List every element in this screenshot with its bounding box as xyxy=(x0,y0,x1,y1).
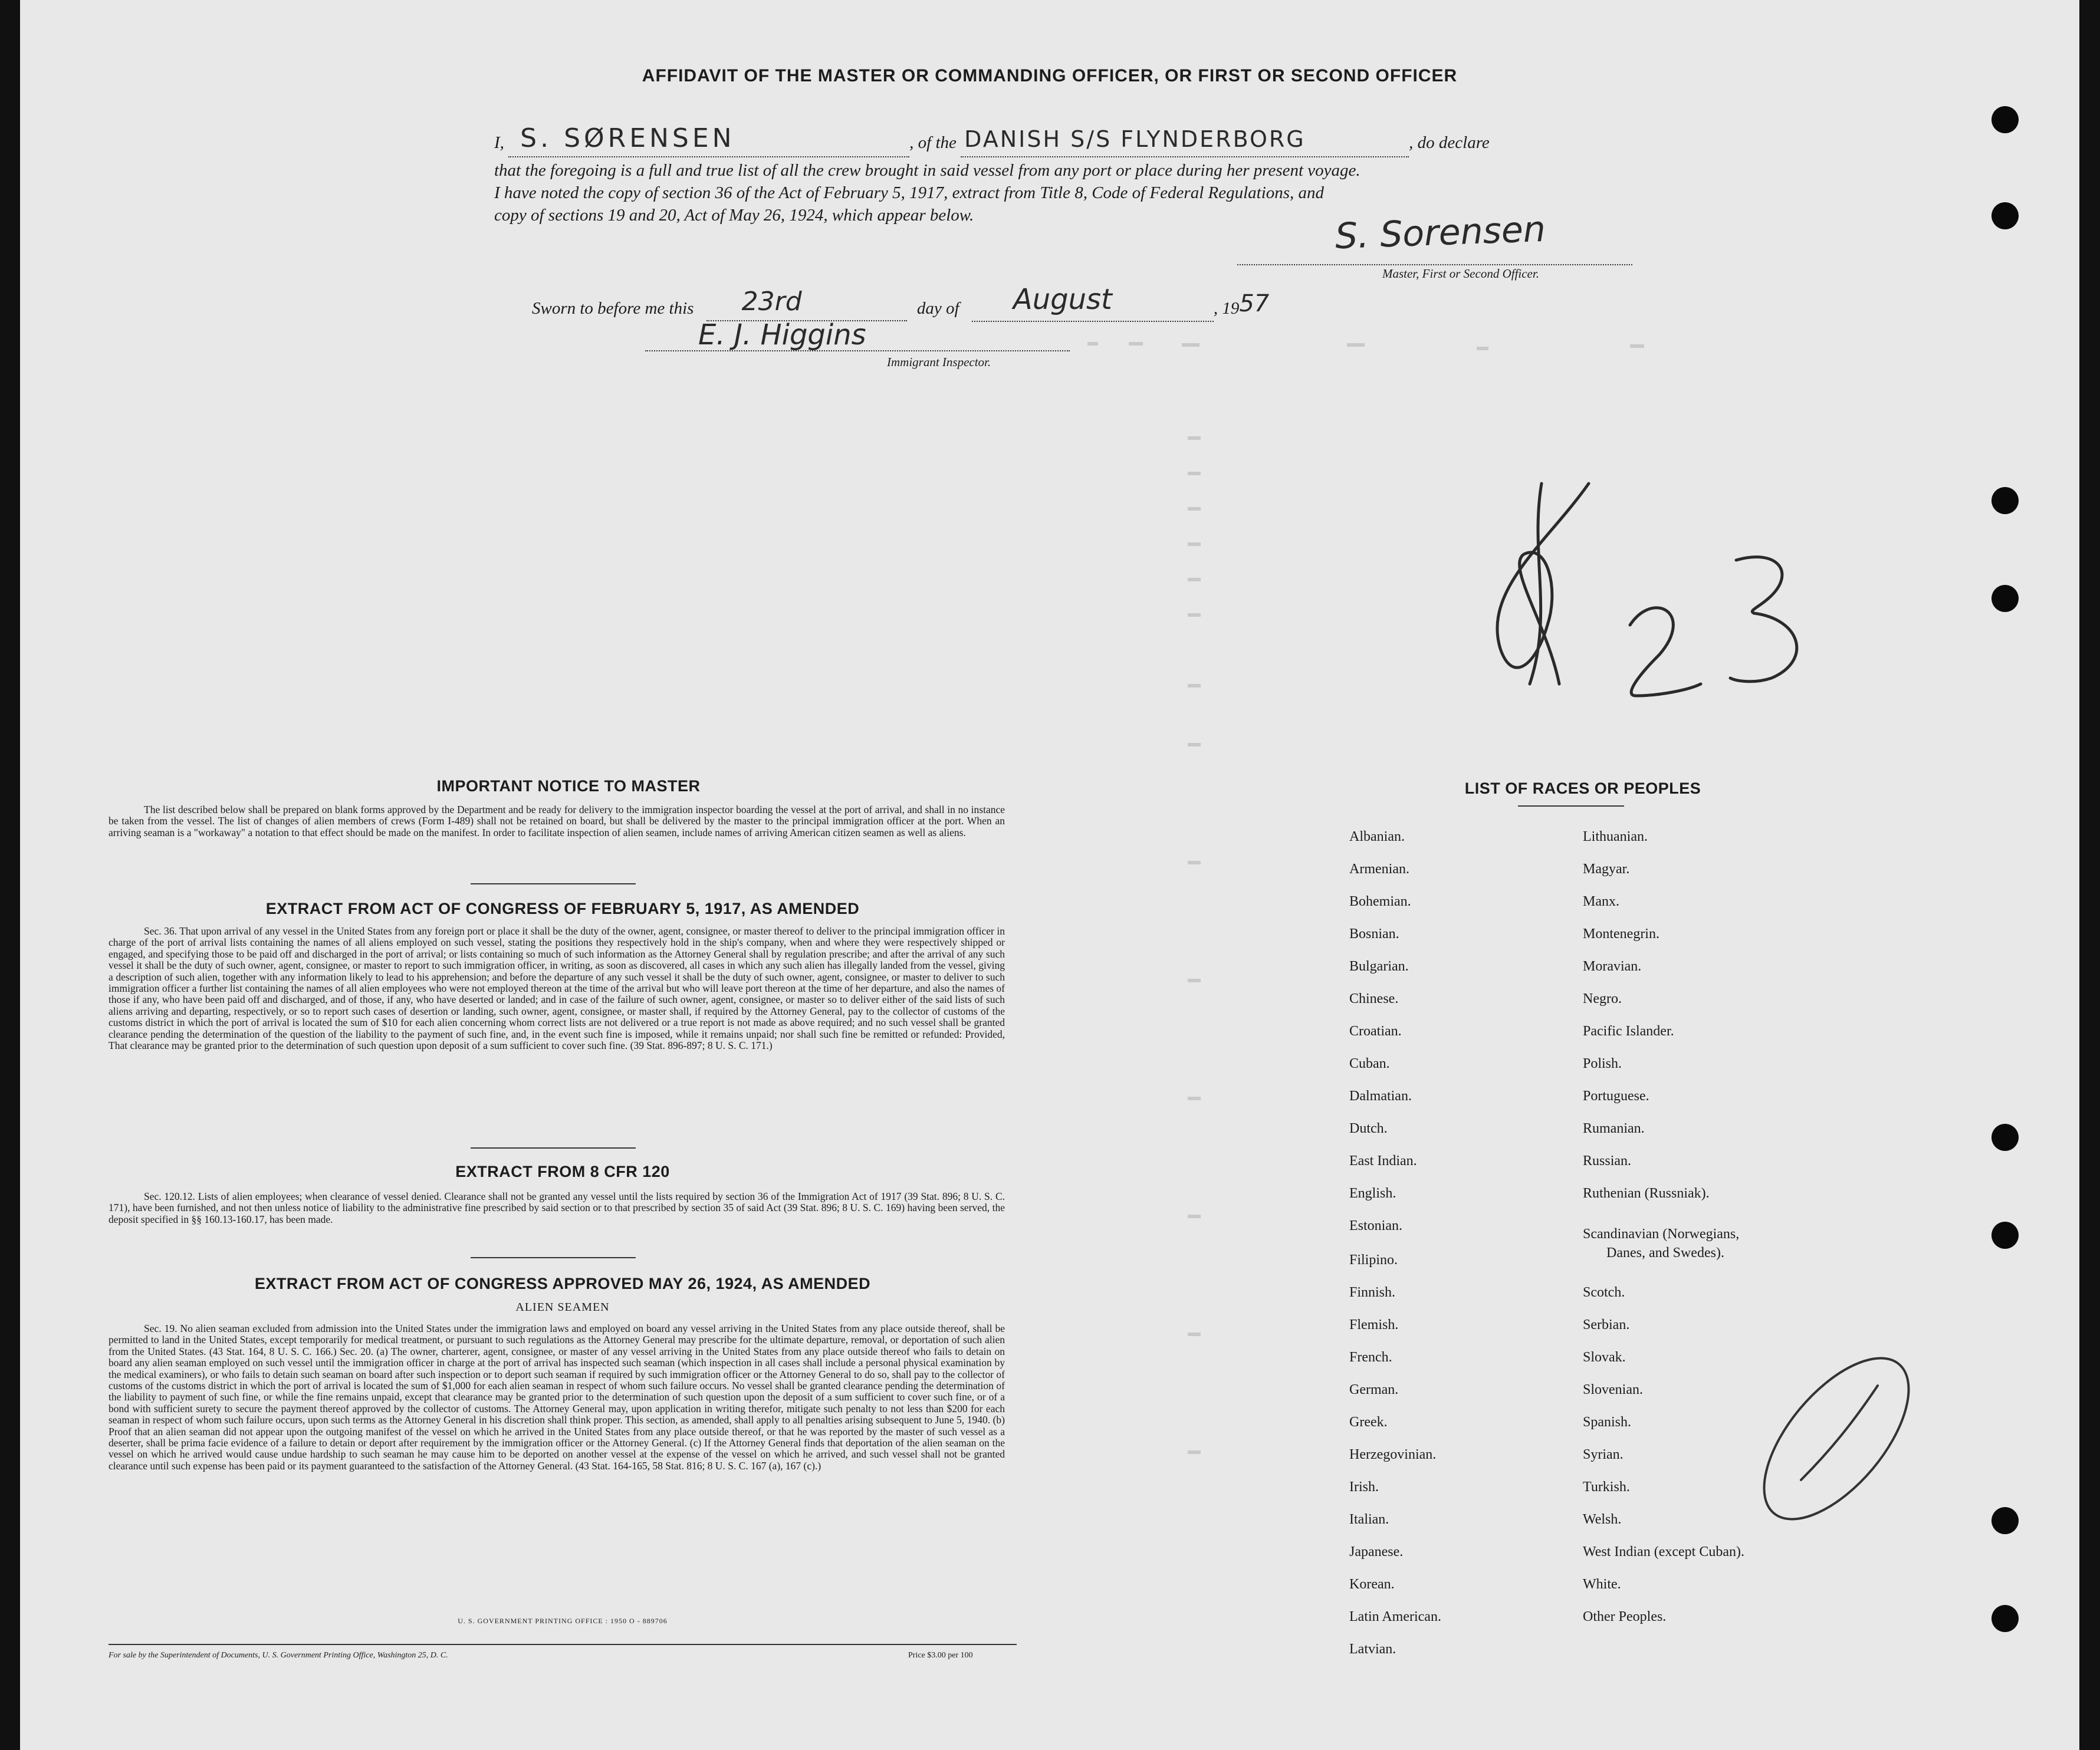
race-item: Slovak. xyxy=(1583,1350,1626,1365)
race-item: Scandinavian (Norwegians, xyxy=(1583,1226,1740,1242)
vessel-name: DANISH S/S FLYNDERBORG xyxy=(964,126,1306,152)
race-item: Japanese. xyxy=(1349,1544,1404,1560)
extract-1917-heading: EXTRACT FROM ACT OF CONGRESS OF FEBRUARY 5, 1917, AS AMENDED xyxy=(265,900,860,917)
race-item: West Indian (except Cuban). xyxy=(1583,1544,1744,1560)
vessel-field xyxy=(961,126,1409,157)
race-item: Slovenian. xyxy=(1583,1382,1643,1397)
race-item: Serbian. xyxy=(1583,1317,1630,1333)
race-item: Herzegovinian. xyxy=(1349,1447,1437,1462)
sworn-month: August xyxy=(1013,283,1112,316)
race-item: Finnish. xyxy=(1349,1285,1396,1300)
declaration-line-3: I have noted the copy of section 36 of the Act of February 5, 1917, extract from Title 8, Code of Federal Regulations, and xyxy=(494,183,1325,202)
sworn-line xyxy=(532,283,1270,322)
race-item: Flemish. xyxy=(1349,1317,1399,1333)
race-item: Filipino. xyxy=(1349,1252,1398,1268)
day-of-text: day of xyxy=(916,299,959,318)
sworn-day-field xyxy=(706,287,907,321)
race-item: Other Peoples. xyxy=(1583,1609,1667,1624)
pronoun: I, xyxy=(494,133,504,152)
race-item: Moravian. xyxy=(1583,959,1642,974)
master-name: S. SØRENSEN xyxy=(520,123,735,153)
punch-hole xyxy=(1991,1507,2019,1534)
footer-rule xyxy=(109,1644,1017,1645)
race-item: Bosnian. xyxy=(1349,926,1399,942)
race-item: Scotch. xyxy=(1583,1285,1625,1300)
inspector-label: Immigrant Inspector. xyxy=(887,355,991,369)
race-item: Negro. xyxy=(1583,991,1622,1006)
race-item: Pacific Islander. xyxy=(1583,1024,1674,1039)
race-item: Montenegrin. xyxy=(1583,926,1659,942)
extract-1924-subheading: ALIEN SEAMEN xyxy=(515,1301,610,1314)
race-item: Rumanian. xyxy=(1583,1121,1645,1136)
race-item: Welsh. xyxy=(1583,1512,1622,1527)
notice-body: The list described below shall be prepared on blank forms approved by the Department and be ready for delivery to the immigration inspector boarding the vessel at the port of arrival, and shall in no instance be taken from the vessel. The list of changes of alien members of crews (Form I-489) shall not be retained on board, but shall be delivered by the master to the principal immigration officer at the port. When an arriving seaman is a "workaway" a notation to that effect should be made on the manifest. In order to facilitate inspection of alien seamen, include names of arriving American citizen seamen as well as aliens. xyxy=(109,804,1005,838)
race-item: Dutch. xyxy=(1349,1121,1388,1136)
race-item: East Indian. xyxy=(1349,1153,1417,1169)
race-item: Ruthenian (Russniak). xyxy=(1583,1186,1710,1201)
race-item: Portuguese. xyxy=(1583,1088,1649,1104)
year-suffix: 57 xyxy=(1239,290,1270,317)
race-item: Latin American. xyxy=(1349,1609,1441,1624)
extract-1924-heading: EXTRACT FROM ACT OF CONGRESS APPROVED MAY 26, 1924, AS AMENDED xyxy=(254,1275,871,1292)
handwritten-number-823 xyxy=(1459,472,1848,719)
race-item: Armenian. xyxy=(1349,861,1409,877)
punch-hole xyxy=(1991,106,2019,133)
handwritten-zero xyxy=(1730,1333,1943,1545)
declaration-line-2: that the foregoing is a full and true list of all the crew brought in said vessel from any port or place during her present voyage. xyxy=(494,161,1360,180)
race-item: Italian. xyxy=(1349,1512,1389,1527)
races-heading: LIST OF RACES OR PEOPLES xyxy=(1464,779,1701,797)
punch-hole xyxy=(1991,487,2019,514)
sworn-day: 23rd xyxy=(741,287,802,317)
year-prefix: , 19 xyxy=(1213,299,1240,318)
of-the-text: , of the xyxy=(909,133,957,152)
extract-1917-body: Sec. 36. That upon arrival of any vessel in the United States from any foreign port or place it shall be the duty of the owner, agent, consignee, or master thereof to deliver to the principal immigration officer in charge of the port of arrival lists containing the names of all aliens employed on such vessel, stating the positions they respectively hold in the ship's company, when and where they were respectively shipped or engaged, and specifying those to be paid off and discharged in the port of arrival; or lists containing so much of such information as the Attorney General shall by regulation prescribe; and after the arrival of any such vessel it shall be the duty of such owner, agent, consignee, or master to report to such immigration officer, in writing, as soon as discovered, all cases in which any such alien has illegally landed from the vessel, giving a description of such alien, together with any information likely to lead to his apprehension; and before the departure of any such vessel it shall be the duty of such owner, agent, consignee, or master to deliver to such immigration officer a further list containing the names of all alien employees who were not employed thereon at the time of the arrival but who will leave port thereon at the time of her departure, and also the names of those if any, who have been paid off and discharged, and of those, if any, who have deserted or landed; and in case of the failure of such owner, agent, consignee, or master so to deliver either of the said lists of such aliens arriving and departing, respectively, or so to report such cases of desertion or landing, such owner, agent, consignee, or master shall, if required by the Attorney General, pay to the collector of customs of the customs district in which the port of arrival is located the sum of $10 for each alien concerning whom correct lists are not delivered or a true report is not made as above required; and no such vessel shall be granted clearance pending the determination of the question of the liability to the payment of such fine, and, in the event such fine is imposed, while it remains unpaid; nor shall such fine be remitted or refunded: Provided, That clearance may be granted prior to the determination of such question upon deposit of a sum sufficient to cover such fine. (39 Stat. 896-897; 8 U. S. C. 171.) xyxy=(109,925,1005,1052)
races-divider xyxy=(1518,805,1624,807)
affidavit-page xyxy=(20,0,2079,1750)
punch-hole xyxy=(1991,1222,2019,1249)
race-item: Cuban. xyxy=(1349,1056,1390,1071)
declaration-line-4: copy of sections 19 and 20, Act of May 26, 1924, which appear below. xyxy=(494,206,974,225)
race-item: Chinese. xyxy=(1349,991,1399,1006)
master-signature: S. Sorensen xyxy=(1334,208,1546,258)
race-item: Spanish. xyxy=(1583,1415,1632,1430)
inspector-line xyxy=(645,350,1070,351)
extract-8cfr-heading: EXTRACT FROM 8 CFR 120 xyxy=(455,1163,670,1180)
race-item: Polish. xyxy=(1583,1056,1622,1071)
notice-heading: IMPORTANT NOTICE TO MASTER xyxy=(436,777,701,795)
race-item: Russian. xyxy=(1583,1153,1632,1169)
race-item: Lithuanian. xyxy=(1583,829,1648,844)
race-item: French. xyxy=(1349,1350,1392,1365)
divider xyxy=(471,1147,636,1149)
do-declare-text: , do declare xyxy=(1409,133,1490,152)
race-item: Estonian. xyxy=(1349,1218,1402,1233)
race-item: Syrian. xyxy=(1583,1447,1624,1462)
inspector-signature: E. J. Higgins xyxy=(698,318,866,351)
extract-8cfr-body: Sec. 120.12. Lists of alien employees; when clearance of vessel denied. Clearance shall not be granted any vessel until the lists required by section 36 of the Immigration Act of 1917 (39 Stat. 896; 8 U. S. C. 171), have been furnished, and not then unless notice of liability to the administrative fine prescribed by said section or to that prescribed by section 35 of said Act (39 Stat. 896; 8 U. S. C. 169) having been served, the deposit specified in §§ 160.13-160.17, has been made. xyxy=(109,1190,1005,1225)
divider xyxy=(471,1257,636,1258)
race-item: Magyar. xyxy=(1583,861,1630,877)
race-item: Croatian. xyxy=(1349,1024,1402,1039)
race-item: German. xyxy=(1349,1382,1399,1397)
race-item: Albanian. xyxy=(1349,829,1405,844)
affidavit-title: AFFIDAVIT OF THE MASTER OR COMMANDING OFFICER, OR FIRST OR SECOND OFFICER xyxy=(642,66,1458,85)
race-item: English. xyxy=(1349,1186,1396,1201)
race-item: Irish. xyxy=(1349,1479,1379,1495)
race-item: Manx. xyxy=(1583,894,1619,909)
printing-office-line: U. S. GOVERNMENT PRINTING OFFICE : 1950 O - 889706 xyxy=(458,1617,668,1625)
punch-hole xyxy=(1991,1605,2019,1632)
punch-hole xyxy=(1991,202,2019,229)
punch-hole xyxy=(1991,1124,2019,1151)
race-item: Bohemian. xyxy=(1349,894,1411,909)
race-item: Korean. xyxy=(1349,1577,1395,1592)
race-item: Latvian. xyxy=(1349,1642,1396,1657)
race-item: Danes, and Swedes). xyxy=(1606,1245,1724,1261)
declaration-line-1 xyxy=(494,123,1644,158)
race-item: Turkish. xyxy=(1583,1479,1630,1495)
divider xyxy=(471,883,636,884)
master-name-field xyxy=(508,123,909,157)
race-item: White. xyxy=(1583,1577,1621,1592)
footer-sale-note: For sale by the Superintendent of Documents, U. S. Government Printing Office, Washington 25, D. C. xyxy=(109,1651,448,1660)
race-item: Bulgarian. xyxy=(1349,959,1409,974)
sworn-prefix: Sworn to before me this xyxy=(532,299,694,318)
extract-1924-body: Sec. 19. No alien seaman excluded from admission into the United States under the immigration laws and employed on board any vessel arriving in the United States from any place outside thereof, shall be permitted to land in the United States, except temporarily for medical treatment, or pursuant to such regulations as the Attorney General may prescribe for the ultimate departure, removal, or deportation of such alien from the United States. (43 Stat. 164, 8 U. S. C. 166.) Sec. 20. (a) The owner, charterer, agent, consignee, or master of any vessel arriving in the United States from any place outside thereof who fails to detain on board any alien seaman employed on such vessel until the immigration officer in charge at the port of arrival has inspected such seaman (which inspection in all cases shall include a personal physical examination by the medical examiners), or who fails to detain such seaman on board after such inspection or to deport such seaman if required by such immigration officer or the Attorney General to do so, shall pay to the collector of customs of the customs district in which the port of arrival is located the sum of $1,000 for each alien seaman in respect of whom such failure occurs. No vessel shall be granted clearance pending the determination of the liability to payment of such fine, or while the fine remains unpaid, except that clearance may be granted prior to the determination of such question upon the deposit of a sum sufficient to cover such fine, or of a bond with sufficient surety to secure the payment thereof approved by the collector of customs. The Attorney General may, upon application in writing therefor, mitigate such penalty to not less than $200 for each seaman in respect of whom such failure occurs, upon such terms as the Attorney General in his discretion shall think proper. This section, as amended, shall apply to all penalties arising subsequent to June 5, 1940. (b) Proof that an alien seaman did not appear upon the outgoing manifest of the vessel on which he arrived in the United States from any place outside thereof, or that he was reported by the master of such vessel as a deserter, shall be prima facie evidence of a failure to detain or deport after requirement by the immigration officer or the Attorney General. (c) If the Attorney General finds that deportation of the alien seaman on the vessel on which he arrived would cause undue hardship to such seaman he may cause him to be deported on another vessel at the expense of the vessel on which he arrived, and such vessel shall not be granted clearance until such expense has been paid or its payment guaranteed to the satisfaction of the Attorney General. (43 Stat. 164-165, 58 Stat. 816; 8 U. S. C. 167 (a), 167 (c).) xyxy=(109,1323,1005,1472)
sworn-month-field xyxy=(972,283,1214,322)
signature-line xyxy=(1237,264,1632,265)
punch-hole xyxy=(1991,585,2019,612)
race-item: Dalmatian. xyxy=(1349,1088,1412,1104)
signature-label: Master, First or Second Officer. xyxy=(1382,267,1539,281)
race-item: Greek. xyxy=(1349,1415,1388,1430)
footer-price: Price $3.00 per 100 xyxy=(908,1651,973,1660)
